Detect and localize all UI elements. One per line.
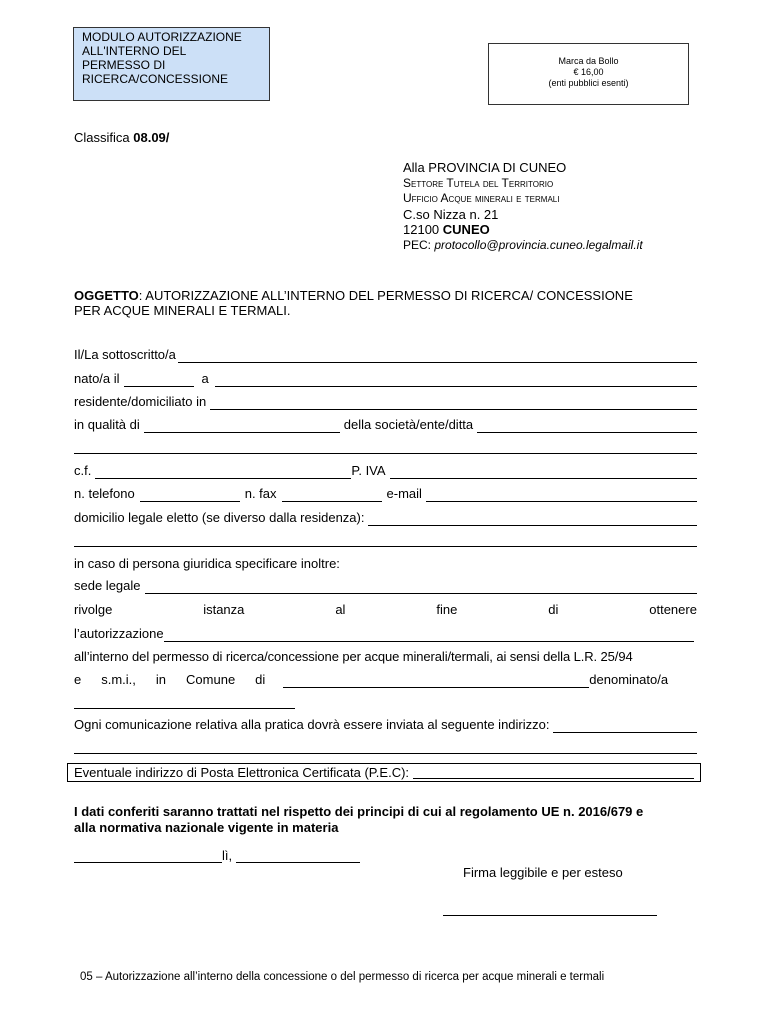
field-label: residente/domiciliato in [74,394,207,409]
comune-blank[interactable] [283,675,589,688]
pec-label: PEC: [403,237,432,252]
classifica-value: 08.09/ [133,130,170,145]
field-cf-piva[interactable] [74,463,697,479]
word: rivolge [74,602,113,617]
field-label: l’autorizzazione [74,626,164,641]
pec-field-box[interactable] [67,763,701,782]
li-label: lì, [222,848,233,863]
recipient-line: C.so Nizza n. 21 [403,206,499,222]
field-label: denominato/a [589,672,669,687]
word: in [155,672,167,687]
field-autorizzazione[interactable] [74,626,694,642]
word: fine [436,602,458,617]
pec-blank[interactable] [413,766,694,779]
recipient-line: Settore Tutela del Territorio [403,175,554,190]
field-qualita[interactable] [74,417,697,433]
field-birth[interactable] [74,371,697,387]
field-comunicazione[interactable] [74,717,697,733]
field-label: P. IVA [351,463,386,478]
date-blank[interactable] [236,850,360,863]
subject-text: : AUTORIZZAZIONE ALL’INTERNO DEL PERMESSO DI RICERCA/ CONCESSIONE [138,288,633,303]
blank-line-full[interactable] [74,753,697,754]
field-label: sede legale [74,578,141,593]
field-label: c.f. [74,463,92,478]
field-label: Il/La sottoscritto/a [74,347,176,362]
recipient-zip: 12100 [403,222,440,237]
field-comune[interactable] [74,672,697,688]
field-contacts[interactable] [74,486,697,502]
subject-line-2: PER ACQUE MINERALI E TERMALI. [74,303,291,318]
recipient-address [403,160,643,253]
form-title-line: PERMESSO DI [82,58,166,72]
cf-blank[interactable] [95,466,351,479]
rivolge-line [74,602,697,618]
blank-line[interactable] [368,513,697,526]
subject-line-1 [74,288,697,304]
stamp-line: (enti pubblici esenti) [548,78,629,88]
blank-line[interactable] [164,629,694,642]
legal-entity-note: in caso di persona giuridica specificare inoltre: [74,556,340,571]
blank-line[interactable] [145,581,698,594]
field-label: n. telefono [74,486,135,501]
stamp-line: Marca da Bollo [558,56,619,66]
qualita-blank[interactable] [144,420,340,433]
field-label: n. fax [244,486,277,501]
form-title-line: RICERCA/CONCESSIONE [82,72,229,86]
piva-blank[interactable] [390,466,697,479]
email-blank[interactable] [426,489,697,502]
field-label: Ogni comunicazione relativa alla pratica dovrà essere inviata al seguente indirizzo: [74,717,550,732]
place-blank[interactable] [74,850,222,863]
signature-caption: Firma leggibile e per esteso [463,865,623,880]
field-label: domicilio legale eletto (se diverso dalla residenza): [74,510,365,525]
stamp-line: € 16,00 [573,67,604,77]
word: e [74,672,82,687]
field-domicilio[interactable] [74,510,697,526]
field-label: della società/ente/ditta [343,417,474,432]
birth-date-blank[interactable] [124,374,194,387]
classifica-label: Classifica [74,130,130,145]
form-title-box [73,27,270,101]
blank-line[interactable] [210,397,697,410]
denominato-blank[interactable] [74,708,295,709]
societa-blank[interactable] [477,420,697,433]
word: ottenere [649,602,697,617]
word: di [548,602,559,617]
legal-reference: all’interno del permesso di ricerca/concessione per acque minerali/termali, ai sensi della L.R. 25/94 [74,649,633,664]
privacy-line-2: alla normativa nazionale vigente in materia [74,820,339,835]
blank-line-full[interactable] [74,546,697,547]
signature-blank[interactable] [443,915,657,916]
recipient-line: Alla PROVINCIA DI CUNEO [403,160,567,175]
field-label: nato/a il [74,371,120,386]
page-footer: 05 – Autorizzazione all’interno della concessione o del permesso di ricerca per acque minerali e termali [80,971,605,983]
field-sottoscritto[interactable] [74,347,697,363]
word: al [335,602,346,617]
recipient-city: CUNEO [442,222,490,237]
word: s.m.i., [101,672,136,687]
subject-label: OGGETTO [74,288,139,303]
form-title-line: ALL'INTERNO DEL [82,44,187,58]
privacy-line-1: I dati conferiti saranno trattati nel rispetto dei principi di cui al regolamento UE n. 2016/679 e [74,804,644,819]
field-label: in qualità di [74,417,140,432]
birth-place-blank[interactable] [215,374,697,387]
classifica [74,130,169,145]
revenue-stamp-box [488,43,689,105]
field-label: a [201,371,209,386]
blank-line[interactable] [178,350,697,363]
pec-address: protocollo@provincia.cuneo.legalmail.it [434,237,643,252]
field-residence[interactable] [74,394,697,410]
field-sede-legale[interactable] [74,578,697,594]
phone-blank[interactable] [140,489,240,502]
blank-line[interactable] [553,720,697,733]
word: di [255,672,266,687]
blank-line-full[interactable] [74,453,697,454]
word: Comune [186,672,236,687]
fax-blank[interactable] [282,489,382,502]
recipient-line: Ufficio Acque minerali e termali [403,191,560,205]
field-label: Eventuale indirizzo di Posta Elettronica Certificata (P.E.C): [74,765,410,780]
field-label: e-mail [386,486,422,501]
form-title-line: MODULO AUTORIZZAZIONE [82,30,242,44]
place-date-field[interactable] [74,848,360,863]
word: istanza [203,602,245,617]
